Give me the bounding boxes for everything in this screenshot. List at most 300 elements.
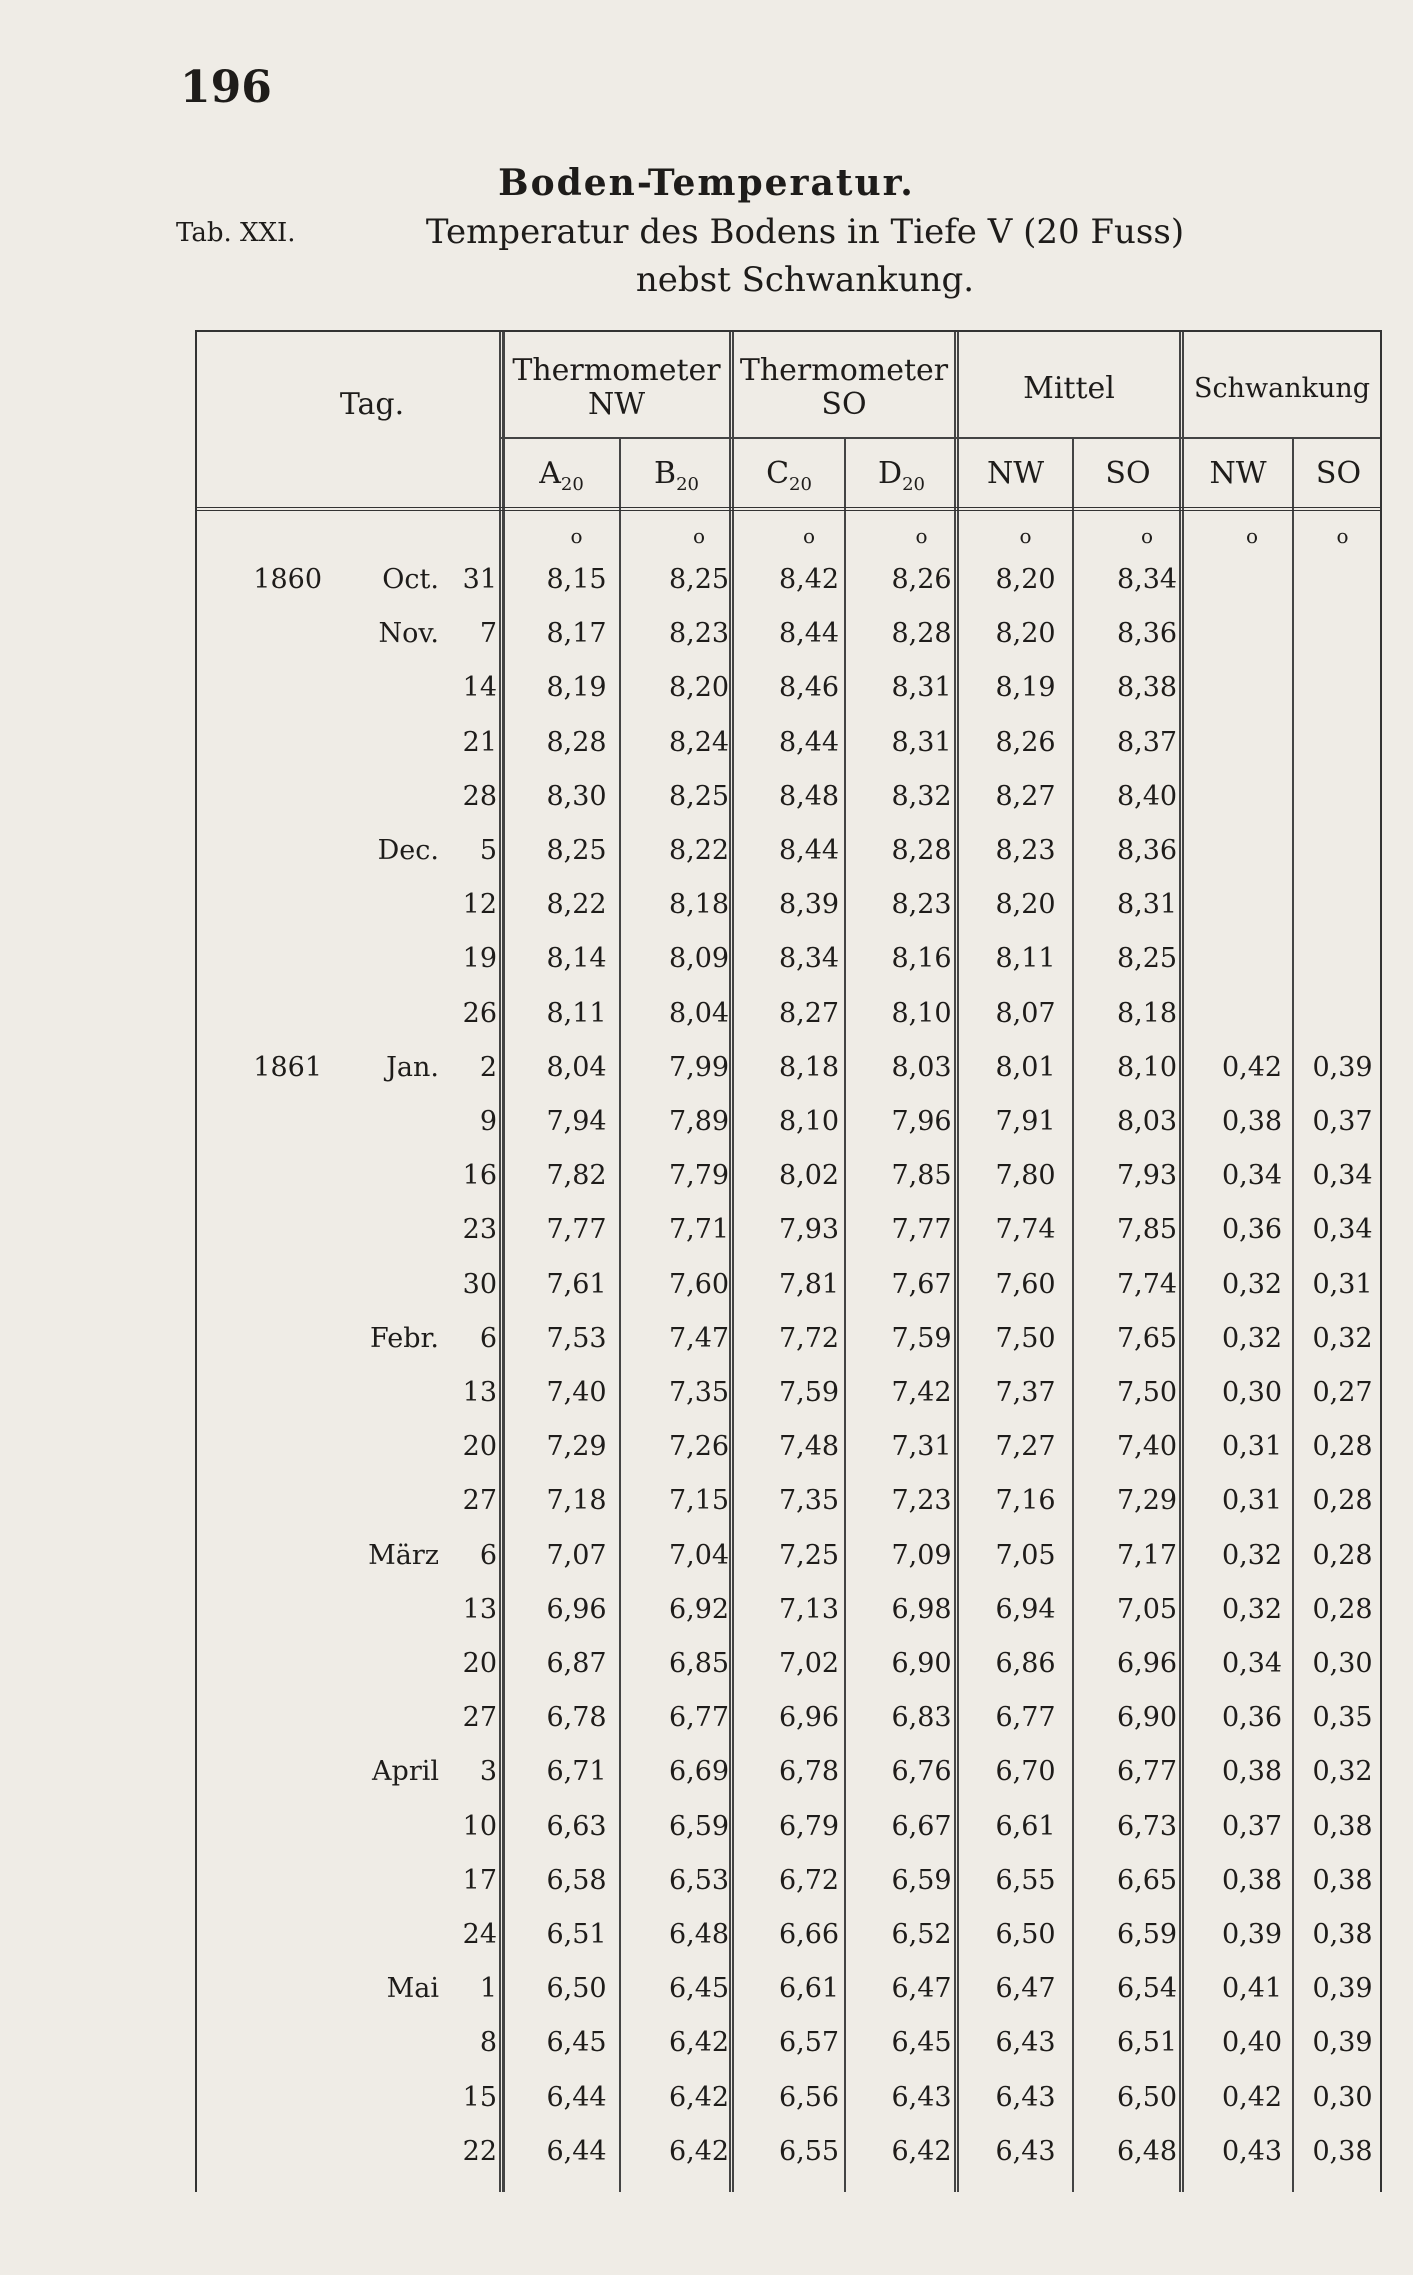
schwankung-nw-cell: 0,38 <box>1221 1756 1283 1788</box>
day-cell: 9 <box>479 1106 497 1137</box>
c20-cell: 6,61 <box>778 1973 840 2005</box>
header-schwankung-so: SO <box>1315 456 1362 491</box>
c20-cell: 7,59 <box>778 1377 840 1408</box>
b20-cell: 7,79 <box>668 1160 730 1192</box>
table-row <box>197 2072 1380 2126</box>
schwankung-nw-cell: 0,36 <box>1221 1214 1283 1246</box>
degree-mark: o <box>692 524 706 548</box>
table-row <box>197 1801 1380 1855</box>
day-cell: 6 <box>479 1322 497 1354</box>
b20-cell: 7,15 <box>668 1485 730 1517</box>
day-cell: 28 <box>462 780 497 812</box>
a20-cell: 8,17 <box>546 618 607 650</box>
header-b20: $B_{20}$ <box>654 456 699 495</box>
month-cell: Febr. <box>369 1322 439 1354</box>
b20-cell: 7,89 <box>668 1106 730 1137</box>
table-row <box>197 1530 1380 1584</box>
c20-cell: 8,44 <box>778 618 840 650</box>
schwankung-nw-cell: 0,43 <box>1221 2135 1283 2167</box>
page-title: Boden-Temperatur. <box>498 162 915 204</box>
mittel-nw-cell: 6,70 <box>995 1756 1056 1788</box>
d20-cell: 6,59 <box>891 1864 952 1896</box>
day-cell: 23 <box>462 1214 497 1246</box>
mittel-so-cell: 6,50 <box>1116 2081 1178 2113</box>
c20-cell: 8,34 <box>778 943 840 975</box>
d20-cell: 7,23 <box>891 1485 952 1517</box>
table-row <box>197 879 1380 933</box>
a20-cell: 7,53 <box>546 1322 607 1354</box>
mittel-nw-cell: 6,94 <box>995 1593 1056 1625</box>
schwankung-nw-cell: 0,37 <box>1221 1810 1283 1842</box>
schwankung-nw-cell: 0,32 <box>1221 1322 1283 1354</box>
schwankung-nw-cell: 0,32 <box>1221 1539 1283 1571</box>
schwankung-so-cell: 0,27 <box>1312 1377 1373 1408</box>
mittel-so-cell: 7,40 <box>1116 1431 1178 1463</box>
mittel-nw-cell: 7,80 <box>995 1160 1056 1192</box>
table-row <box>197 1313 1380 1367</box>
c20-cell: 6,66 <box>778 1919 840 1950</box>
b20-cell: 6,45 <box>668 1973 730 2005</box>
b20-cell: 8,20 <box>668 672 730 704</box>
d20-cell: 8,28 <box>891 618 952 650</box>
d20-cell: 8,16 <box>891 943 952 975</box>
degree-mark: o <box>1336 524 1349 548</box>
caption-line-1: Temperatur des Bodens in Tiefe V (20 Fuss) <box>425 212 1185 252</box>
c20-cell: 8,44 <box>778 726 840 758</box>
schwankung-nw-cell: 0,38 <box>1221 1106 1283 1137</box>
d20-cell: 8,03 <box>891 1051 952 1083</box>
a20-cell: 6,44 <box>546 2135 607 2167</box>
a20-cell: 6,78 <box>546 1702 607 1734</box>
table-row <box>197 1638 1380 1692</box>
month-cell: April <box>372 1756 439 1788</box>
day-cell: 27 <box>462 1702 497 1734</box>
schwankung-nw-cell: 0,38 <box>1221 1864 1283 1896</box>
schwankung-so-cell: 0,28 <box>1312 1485 1373 1517</box>
day-cell: 12 <box>462 889 497 921</box>
a20-cell: 7,77 <box>546 1214 607 1246</box>
mittel-nw-cell: 7,50 <box>995 1322 1056 1354</box>
d20-cell: 8,31 <box>891 726 952 758</box>
schwankung-so-cell: 0,32 <box>1312 1756 1373 1788</box>
c20-cell: 8,44 <box>778 835 840 866</box>
c20-cell: 8,10 <box>778 1106 840 1137</box>
schwankung-nw-cell: 0,31 <box>1221 1485 1283 1517</box>
table-row <box>197 1259 1380 1313</box>
mittel-nw-cell: 8,07 <box>995 997 1056 1029</box>
d20-cell: 6,43 <box>891 2081 952 2113</box>
mittel-nw-cell: 8,27 <box>995 780 1056 812</box>
day-cell: 6 <box>479 1539 497 1571</box>
d20-cell: 6,47 <box>891 1973 952 2005</box>
day-cell: 20 <box>462 1648 497 1679</box>
b20-cell: 6,42 <box>668 2081 730 2113</box>
c20-cell: 8,48 <box>778 780 840 812</box>
schwankung-so-cell: 0,38 <box>1312 1919 1373 1950</box>
schwankung-so-cell: 0,38 <box>1312 1864 1373 1896</box>
degree-mark: o <box>1245 524 1259 548</box>
c20-cell: 8,46 <box>778 672 840 704</box>
d20-cell: 6,45 <box>891 2027 952 2059</box>
mittel-nw-cell: 7,91 <box>995 1106 1056 1137</box>
mittel-nw-cell: 6,61 <box>995 1810 1056 1842</box>
day-cell: 13 <box>462 1377 497 1408</box>
table-row <box>197 1692 1380 1746</box>
mittel-nw-cell: 8,19 <box>995 672 1056 704</box>
schwankung-nw-cell: 0,34 <box>1221 1160 1283 1192</box>
a20-cell: 7,82 <box>546 1160 607 1192</box>
mittel-nw-cell: 7,16 <box>995 1485 1056 1517</box>
schwankung-so-cell: 0,39 <box>1312 1973 1373 2005</box>
b20-cell: 7,26 <box>668 1431 730 1463</box>
day-cell: 21 <box>462 726 497 758</box>
day-cell: 26 <box>462 997 497 1029</box>
b20-cell: 6,48 <box>668 1919 730 1950</box>
header-schwankung-nw: NW <box>1209 456 1267 491</box>
month-cell: Mai <box>386 1973 439 2005</box>
a20-cell: 7,29 <box>546 1431 607 1463</box>
b20-cell: 8,09 <box>668 943 730 975</box>
mittel-nw-cell: 8,01 <box>995 1051 1056 1083</box>
schwankung-so-cell: 0,34 <box>1312 1160 1373 1192</box>
d20-cell: 8,10 <box>891 997 952 1029</box>
mittel-nw-cell: 6,55 <box>995 1864 1056 1896</box>
table-header <box>197 332 1380 511</box>
schwankung-so-cell: 0,28 <box>1312 1593 1373 1625</box>
table-row <box>197 608 1380 662</box>
schwankung-so-cell: 0,35 <box>1312 1702 1373 1734</box>
d20-cell: 7,85 <box>891 1160 952 1192</box>
a20-cell: 7,94 <box>546 1106 607 1137</box>
a20-cell: 6,50 <box>546 1973 607 2005</box>
day-cell: 8 <box>479 2027 497 2059</box>
table-row <box>197 1367 1380 1421</box>
table-row <box>197 825 1380 879</box>
mittel-nw-cell: 7,60 <box>995 1268 1056 1300</box>
table-row <box>197 1150 1380 1204</box>
a20-cell: 7,07 <box>546 1539 607 1571</box>
a20-cell: 8,25 <box>546 835 607 866</box>
table-row <box>197 1421 1380 1475</box>
b20-cell: 6,92 <box>668 1593 730 1625</box>
header-tag: Tag. <box>339 387 405 422</box>
d20-cell: 7,09 <box>891 1539 952 1571</box>
header-thermometer-nw: Thermometer NW <box>512 353 721 422</box>
mittel-so-cell: 7,05 <box>1116 1593 1178 1625</box>
b20-cell: 8,25 <box>668 564 730 595</box>
b20-cell: 8,24 <box>668 726 730 758</box>
header-a20: $A_{20}$ <box>539 456 584 495</box>
table-row <box>197 1855 1380 1909</box>
table-row <box>197 717 1380 771</box>
b20-cell: 8,25 <box>668 780 730 812</box>
c20-cell: 7,72 <box>778 1322 840 1354</box>
b20-cell: 8,18 <box>668 889 730 921</box>
caption-line-2: nebst Schwankung. <box>635 260 975 300</box>
table-row <box>197 771 1380 825</box>
day-cell: 31 <box>462 564 497 595</box>
d20-cell: 6,90 <box>891 1648 952 1679</box>
mittel-nw-cell: 6,86 <box>995 1648 1056 1679</box>
schwankung-so-cell: 0,32 <box>1312 1322 1373 1354</box>
a20-cell: 8,04 <box>546 1051 607 1083</box>
mittel-so-cell: 8,18 <box>1116 997 1178 1029</box>
b20-cell: 8,22 <box>668 835 730 866</box>
d20-cell: 8,31 <box>891 672 952 704</box>
c20-cell: 8,39 <box>778 889 840 921</box>
schwankung-nw-cell: 0,36 <box>1221 1702 1283 1734</box>
mittel-so-cell: 7,85 <box>1116 1214 1178 1246</box>
table-row <box>197 1475 1380 1529</box>
day-cell: 3 <box>479 1756 497 1788</box>
d20-cell: 8,23 <box>891 889 952 921</box>
b20-cell: 6,53 <box>668 1864 730 1896</box>
d20-cell: 6,42 <box>891 2135 952 2167</box>
mittel-so-cell: 7,74 <box>1116 1268 1178 1300</box>
c20-cell: 7,13 <box>778 1593 840 1625</box>
mittel-nw-cell: 6,47 <box>995 1973 1056 2005</box>
d20-cell: 7,59 <box>891 1322 952 1354</box>
c20-cell: 6,56 <box>778 2081 840 2113</box>
a20-cell: 8,28 <box>546 726 607 758</box>
table-row <box>197 988 1380 1042</box>
mittel-so-cell: 6,77 <box>1116 1756 1178 1788</box>
a20-cell: 8,15 <box>546 564 607 595</box>
schwankung-so-cell: 0,28 <box>1312 1539 1373 1571</box>
year-cell: 1860 <box>253 564 322 595</box>
d20-cell: 8,28 <box>891 835 952 866</box>
a20-cell: 8,22 <box>546 889 607 921</box>
a20-cell: 6,71 <box>546 1756 607 1788</box>
table-row <box>197 933 1380 987</box>
schwankung-so-cell: 0,39 <box>1312 1051 1373 1083</box>
day-cell: 20 <box>462 1431 497 1463</box>
mittel-so-cell: 6,65 <box>1116 1864 1178 1896</box>
d20-cell: 7,77 <box>891 1214 952 1246</box>
table-caption <box>380 208 1230 304</box>
c20-cell: 7,48 <box>778 1431 840 1463</box>
mittel-so-cell: 8,03 <box>1116 1106 1178 1137</box>
c20-cell: 6,96 <box>778 1702 840 1734</box>
mittel-nw-cell: 6,43 <box>995 2027 1056 2059</box>
a20-cell: 6,96 <box>546 1593 607 1625</box>
d20-cell: 6,67 <box>891 1810 952 1842</box>
c20-cell: 8,27 <box>778 997 840 1029</box>
b20-cell: 7,71 <box>668 1214 730 1246</box>
mittel-so-cell: 6,59 <box>1116 1919 1178 1950</box>
mittel-so-cell: 7,17 <box>1116 1539 1178 1571</box>
table-row <box>197 1909 1380 1963</box>
table-row <box>197 1746 1380 1800</box>
month-cell: März <box>368 1539 439 1571</box>
a20-cell: 8,11 <box>546 997 607 1029</box>
schwankung-nw-cell: 0,30 <box>1221 1377 1283 1408</box>
d20-cell: 7,96 <box>891 1106 952 1137</box>
schwankung-nw-cell: 0,40 <box>1221 2027 1283 2059</box>
day-cell: 5 <box>479 835 497 866</box>
schwankung-nw-cell: 0,39 <box>1221 1919 1283 1950</box>
schwankung-nw-cell: 0,32 <box>1221 1268 1283 1300</box>
header-schwankung: Schwankung <box>1193 373 1371 404</box>
b20-cell: 6,42 <box>668 2027 730 2059</box>
schwankung-nw-cell: 0,42 <box>1221 1051 1283 1083</box>
schwankung-so-cell: 0,38 <box>1312 2135 1373 2167</box>
a20-cell: 8,19 <box>546 672 607 704</box>
c20-cell: 7,93 <box>778 1214 840 1246</box>
d20-cell: 6,83 <box>891 1702 952 1734</box>
a20-cell: 7,61 <box>546 1268 607 1300</box>
c20-cell: 8,42 <box>778 564 840 595</box>
b20-cell: 7,60 <box>668 1268 730 1300</box>
degree-mark: o <box>915 524 928 548</box>
b20-cell: 8,04 <box>668 997 730 1029</box>
mittel-nw-cell: 8,11 <box>995 943 1056 975</box>
table-row <box>197 1963 1380 2017</box>
mittel-so-cell: 8,37 <box>1116 726 1178 758</box>
mittel-nw-cell: 8,20 <box>995 564 1056 595</box>
schwankung-nw-cell: 0,42 <box>1221 2081 1283 2113</box>
mittel-so-cell: 8,40 <box>1116 780 1178 812</box>
mittel-so-cell: 8,34 <box>1116 564 1178 595</box>
d20-cell: 8,26 <box>891 564 952 595</box>
mittel-so-cell: 7,65 <box>1116 1322 1178 1354</box>
schwankung-so-cell: 0,28 <box>1312 1431 1373 1463</box>
c20-cell: 7,02 <box>778 1648 840 1679</box>
c20-cell: 6,79 <box>778 1810 840 1842</box>
mittel-so-cell: 7,29 <box>1116 1485 1178 1517</box>
degree-mark: o <box>802 524 816 548</box>
table-row <box>197 662 1380 716</box>
day-cell: 19 <box>462 943 497 975</box>
mittel-nw-cell: 6,43 <box>995 2081 1056 2113</box>
month-cell: Nov. <box>378 618 439 650</box>
b20-cell: 6,42 <box>668 2135 730 2167</box>
mittel-so-cell: 7,50 <box>1116 1377 1178 1408</box>
mittel-nw-cell: 7,27 <box>995 1431 1056 1463</box>
d20-cell: 7,31 <box>891 1431 952 1463</box>
d20-cell: 8,32 <box>891 780 952 812</box>
schwankung-nw-cell: 0,34 <box>1221 1648 1283 1679</box>
day-cell: 16 <box>462 1160 497 1192</box>
mittel-nw-cell: 6,43 <box>995 2135 1056 2167</box>
b20-cell: 6,59 <box>668 1810 730 1842</box>
mittel-so-cell: 6,90 <box>1116 1702 1178 1734</box>
schwankung-nw-cell: 0,32 <box>1221 1593 1283 1625</box>
b20-cell: 6,77 <box>668 1702 730 1734</box>
b20-cell: 6,69 <box>668 1756 730 1788</box>
b20-cell: 6,85 <box>668 1648 730 1679</box>
b20-cell: 7,47 <box>668 1322 730 1354</box>
day-cell: 2 <box>479 1051 497 1083</box>
header-mittel: Mittel <box>1023 371 1115 406</box>
a20-cell: 6,87 <box>546 1648 607 1679</box>
a20-cell: 6,51 <box>546 1919 607 1950</box>
mittel-so-cell: 8,36 <box>1116 835 1178 866</box>
d20-cell: 7,42 <box>891 1377 952 1408</box>
table-row <box>197 1204 1380 1258</box>
d20-cell: 6,98 <box>891 1593 952 1625</box>
mittel-so-cell: 8,36 <box>1116 618 1178 650</box>
a20-cell: 6,63 <box>546 1810 607 1842</box>
c20-cell: 7,35 <box>778 1485 840 1517</box>
mittel-so-cell: 6,54 <box>1116 1973 1178 2005</box>
c20-cell: 8,02 <box>778 1160 840 1192</box>
d20-cell: 6,76 <box>891 1756 952 1788</box>
header-mittel-nw: NW <box>986 456 1045 491</box>
month-cell: Oct. <box>382 564 439 595</box>
month-cell: Dec. <box>377 835 439 866</box>
table-row <box>197 554 1380 608</box>
a20-cell: 6,58 <box>546 1864 607 1896</box>
a20-cell: 6,45 <box>546 2027 607 2059</box>
b20-cell: 8,23 <box>668 618 730 650</box>
page-number: 196 <box>180 62 272 113</box>
table-row <box>197 1096 1380 1150</box>
day-cell: 17 <box>462 1864 497 1896</box>
a20-cell: 7,18 <box>546 1485 607 1517</box>
schwankung-so-cell: 0,30 <box>1312 2081 1373 2113</box>
c20-cell: 6,72 <box>778 1864 840 1896</box>
mittel-so-cell: 6,51 <box>1116 2027 1178 2059</box>
header-d20: $D_{20}$ <box>878 456 925 495</box>
mittel-so-cell: 6,48 <box>1116 2135 1178 2167</box>
mittel-nw-cell: 7,74 <box>995 1214 1056 1246</box>
degree-mark: o <box>1140 524 1154 548</box>
mittel-nw-cell: 8,26 <box>995 726 1056 758</box>
mittel-nw-cell: 6,50 <box>995 1919 1056 1950</box>
c20-cell: 6,55 <box>778 2135 840 2167</box>
a20-cell: 8,30 <box>546 780 607 812</box>
c20-cell: 6,78 <box>778 1756 840 1788</box>
degree-mark: o <box>1019 524 1032 548</box>
table-label: Tab. XXI. <box>176 218 296 248</box>
c20-cell: 8,18 <box>778 1051 840 1083</box>
schwankung-so-cell: 0,34 <box>1312 1214 1373 1246</box>
c20-cell: 6,57 <box>778 2027 840 2059</box>
schwankung-so-cell: 0,39 <box>1312 2027 1373 2059</box>
year-cell: 1861 <box>253 1051 322 1083</box>
schwankung-so-cell: 0,31 <box>1312 1268 1373 1300</box>
table-row <box>197 1584 1380 1638</box>
mittel-so-cell: 8,31 <box>1116 889 1178 921</box>
data-table <box>195 330 1382 2192</box>
day-cell: 24 <box>462 1919 497 1950</box>
header-c20: $C_{20}$ <box>766 456 812 495</box>
a20-cell: 6,44 <box>546 2081 607 2113</box>
b20-cell: 7,99 <box>668 1051 730 1083</box>
mittel-so-cell: 7,93 <box>1116 1160 1178 1192</box>
b20-cell: 7,35 <box>668 1377 730 1408</box>
a20-cell: 7,40 <box>546 1377 607 1408</box>
schwankung-nw-cell: 0,41 <box>1221 1973 1283 2005</box>
mittel-nw-cell: 6,77 <box>995 1702 1056 1734</box>
day-cell: 14 <box>462 672 497 704</box>
day-cell: 27 <box>462 1485 497 1517</box>
schwankung-so-cell: 0,38 <box>1312 1810 1373 1842</box>
mittel-nw-cell: 7,37 <box>995 1377 1056 1408</box>
mittel-so-cell: 8,10 <box>1116 1051 1178 1083</box>
header-mittel-so: SO <box>1105 456 1151 491</box>
day-cell: 10 <box>462 1810 497 1842</box>
day-cell: 22 <box>462 2135 497 2167</box>
schwankung-so-cell: 0,37 <box>1312 1106 1373 1137</box>
mittel-so-cell: 8,38 <box>1116 672 1178 704</box>
c20-cell: 7,81 <box>778 1268 840 1300</box>
mittel-nw-cell: 8,20 <box>995 889 1056 921</box>
table-row <box>197 1042 1380 1096</box>
mittel-so-cell: 6,96 <box>1116 1648 1178 1679</box>
mittel-so-cell: 8,25 <box>1116 943 1178 975</box>
